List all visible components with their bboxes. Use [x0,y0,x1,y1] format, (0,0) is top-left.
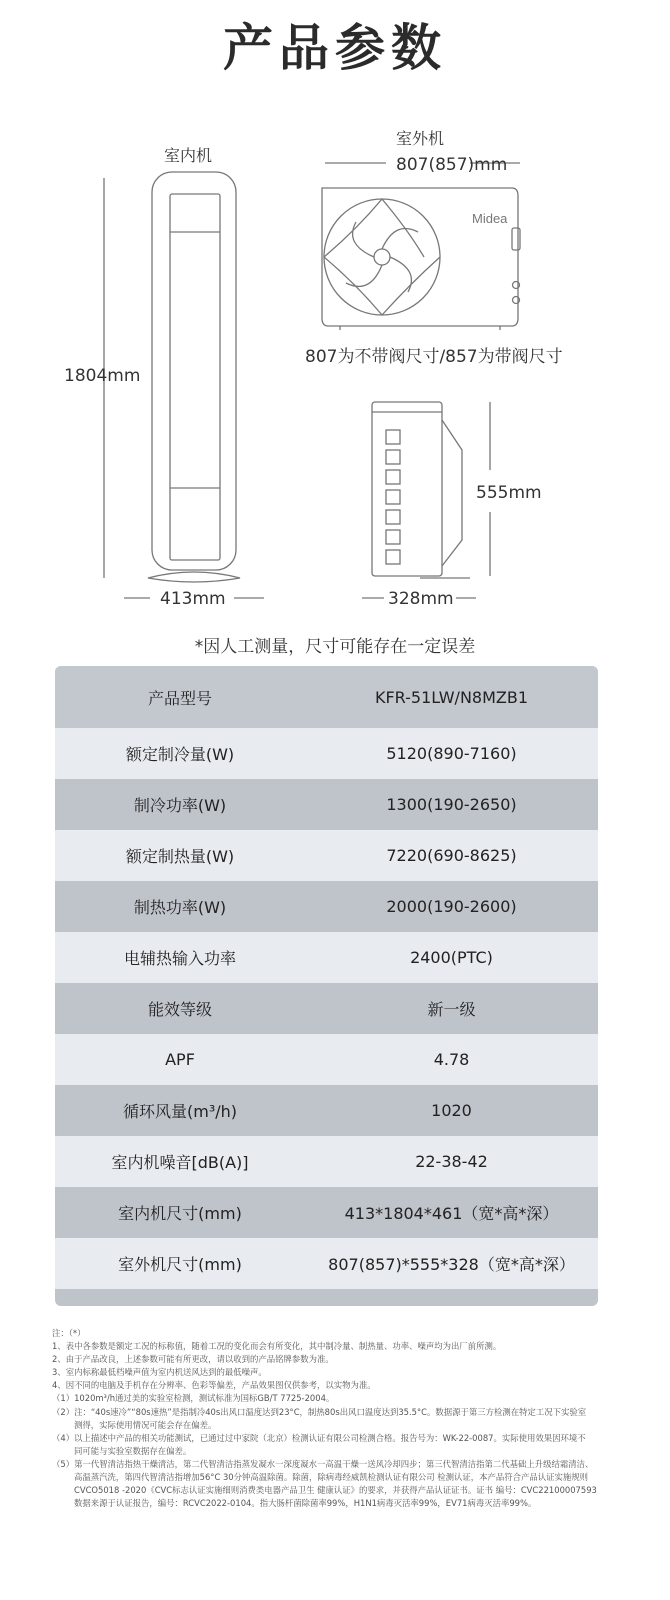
spec-label: 制热功率(W) [133,898,227,917]
table-row [55,1085,598,1136]
spec-label: APF [165,1050,195,1069]
table-row [55,983,598,1034]
indoor-height-dimension: 1804mm [64,366,141,386]
footnotes [52,1327,632,1510]
spec-label: 室外机尺寸(mm) [118,1255,242,1274]
outdoor-unit-label: 室外机 [396,129,445,148]
spec-label: 室内机尺寸(mm) [118,1204,242,1223]
spec-value: 807(857)*555*328（宽*高*深） [328,1255,575,1274]
indoor-unit-panel [170,194,220,560]
note-line: （2）注：“40s速冷”“80s速热”是指制冷40s出风口温度达到23°C，制热80s出风口温度达到35.5°C。数据源于第三方检测在特定工况下实验室 [52,1406,587,1417]
spec-label: 能效等级 [147,1000,212,1019]
spec-value: 2000(190-2600) [386,897,517,916]
table-row [55,1238,598,1289]
spec-label: 额定制热量(W) [125,847,235,866]
table-row [55,1187,598,1238]
note-line: 同可能与实验室数据存在偏差。 [74,1445,192,1456]
outdoor-valve-note: 807为不带阀尺寸/857为带阀尺寸 [305,347,563,367]
outdoor-fan-grille [324,199,440,315]
measure-disclaimer: *因人工测量，尺寸可能存在一定误差 [194,637,476,657]
note-line: 1、表中各参数是额定工况的标称值，随着工况的变化而会有所变化，其中制冷量、制热量、功率、噪声均为出厂前所测。 [52,1341,502,1352]
note-line: （5）第一代智清洁指热干燥清洁，第二代智清洁指蒸发凝水一深度凝水一高温干燥一送风冷却四步；第三代智清洁指第二代基础上升级结霜清洁、 [52,1458,594,1469]
model-value: KFR-51LW/N8MZB1 [374,687,529,707]
table-row [55,881,598,932]
note-line: 测得，实际使用情况可能会存在偏差。 [74,1419,217,1430]
spec-value: 1020 [431,1101,472,1120]
spec-value: 22-38-42 [415,1152,488,1171]
spec-label: 循环风量(m³/h) [122,1102,238,1121]
note-line: 数据来源于认证报告，编号：RCVC2022-0104。指大肠杆菌除菌率99%，H1N1病毒灭活率99%，EV71病毒灭活率99%。 [74,1498,537,1509]
note-line: CVCO5018 -2020《CVC标志认证实施细则消费类电器产品卫生 健康认证》的要求，并获得产品认证证书。证书 编号：CVC22100007593 [74,1485,597,1496]
model-label: 产品型号 [147,688,212,708]
note-line: 2、由于产品改良，上述参数可能有所更改，请以收到的产品铭牌参数为准。 [52,1354,334,1365]
note-line: （4）以上描述中产品的相关功能测试，已通过过中家院（北京）检测认证有限公司检测合格。报告号为：WK-22-0087。实际使用效果因环境不 [52,1432,586,1443]
indoor-unit-base [148,572,240,582]
spec-value: 5120(890-7160) [386,744,517,763]
table-row [55,728,598,779]
spec-value: 2400(PTC) [410,948,493,967]
note-line: （1）1020m³/h通过美的实验室检测，测试标准为国标GB/T 7725-2004。 [52,1393,335,1404]
indoor-width-dimension: 413mm [160,589,226,609]
outdoor-height-dimension: 555mm [476,483,542,503]
spec-label: 电辅热输入功率 [123,949,236,968]
spec-label: 制冷功率(W) [133,796,227,815]
outdoor-width-dimension: 807(857)mm [396,155,508,175]
indoor-unit-label: 室内机 [164,146,213,165]
note-line: 注：（*） [52,1328,86,1338]
spec-value: 413*1804*461（宽*高*深） [344,1204,559,1223]
note-line: 3、室内标称最低档噪声值为室内机送风达到的最低噪声。 [52,1367,267,1378]
spec-value: 新一级 [427,1000,476,1019]
outdoor-unit-front [322,188,518,326]
dimension-drawing [0,0,670,660]
note-line: 4、因不同的电脑及手机存在分辨率、色彩等偏差，产品效果图仅供参考，以实物为准。 [52,1380,376,1391]
spec-label: 额定制冷量(W) [125,745,235,764]
page-title: 产品参数 [223,19,447,77]
outdoor-depth-dimension: 328mm [388,589,454,609]
table-header-row [55,666,598,728]
spec-table [55,666,598,1306]
spec-value: 1300(190-2650) [386,795,517,814]
spec-label: 室内机噪音[dB(A)] [111,1153,249,1172]
spec-value: 7220(690-8625) [386,846,517,865]
note-line: 高温蒸汽洗，第四代智清洁指增加56°C 30分钟高温除菌。除菌，除病毒经威凯检测认证有限公司 检测认证，本产品符合产品认证实施规则 [74,1472,589,1483]
spec-value: 4.78 [433,1050,470,1069]
outdoor-brand-logo: Midea [472,211,508,226]
table-row [55,932,598,983]
table-row [55,830,598,881]
table-row [55,1034,598,1085]
table-row [55,779,598,830]
table-row [55,1136,598,1187]
outdoor-unit-side [372,402,442,576]
